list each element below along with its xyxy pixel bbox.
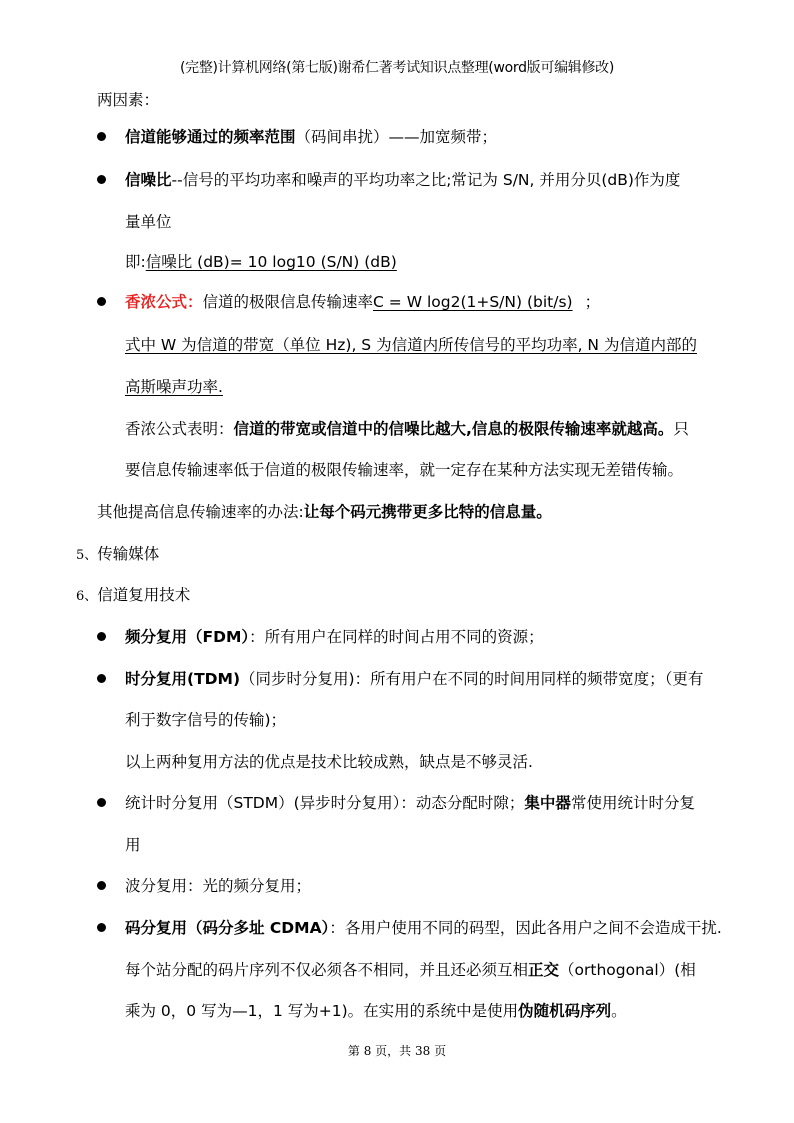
- item-text: 以上两种复用方法的优点是技术比较成熟，缺点是不够灵活.: [125, 753, 533, 771]
- list-item: [125, 126, 497, 148]
- note-line: [125, 751, 533, 773]
- item-text: --信号的平均功率和噪声的平均功率之比;常记为 S/N, 并用分贝(dB)作为度: [171, 171, 681, 189]
- other-method-line: [97, 501, 552, 523]
- item-text: 用: [125, 836, 141, 854]
- bold-term: 频分复用（FDM）: [125, 628, 250, 646]
- bold-text: 信道的带宽或信道中的信噪比越大,信息的极限传输速率就越高。: [233, 420, 674, 438]
- bullet-icon: [97, 798, 106, 807]
- section-number: 5、: [76, 548, 98, 563]
- list-item-continuation: [125, 959, 696, 981]
- item-text: （码间串扰）——加宽频带；: [295, 128, 498, 146]
- list-item-continuation: [125, 211, 172, 233]
- list-item-continuation: [125, 834, 141, 856]
- bold-text: 让每个码元携带更多比特的信息量。: [303, 503, 552, 521]
- shannon-term: 香浓公式：: [125, 293, 203, 311]
- formula-line: [125, 251, 397, 273]
- list-item-continuation: [125, 334, 697, 356]
- bullet-icon: [97, 674, 106, 683]
- item-text: （orthogonal）(相: [559, 961, 696, 979]
- item-text: 其他提高信息传输速率的办法:: [97, 503, 304, 521]
- section-number: 6、: [76, 589, 98, 604]
- item-text: 波分复用：光的频分复用；: [125, 877, 312, 895]
- section-title: 信道复用技术: [97, 586, 191, 604]
- item-text: ；: [584, 293, 601, 311]
- bold-term: 伪随机码序列: [518, 1002, 612, 1020]
- item-text: 香浓公式表明：: [125, 420, 234, 438]
- formula-text: 信噪比 (dB)= 10 log10 (S/N) (dB): [145, 253, 397, 271]
- bold-term: 码分复用（码分多址 CDMA）: [125, 919, 330, 937]
- page-header: (完整)计算机网络(第七版)谢希仁著考试知识点整理(word版可编辑修改): [179, 60, 615, 76]
- bullet-icon: [97, 132, 106, 141]
- list-item: [125, 792, 695, 814]
- bold-term: 集中器: [524, 794, 571, 812]
- item-text: 统计时分复用（STDM）(异步时分复用）：动态分配时隙；: [125, 794, 525, 812]
- formula-prefix: 即:: [125, 253, 146, 271]
- shannon-note-continuation: [125, 459, 683, 481]
- bullet-icon: [97, 632, 106, 641]
- bullet-icon: [97, 923, 106, 932]
- item-text: ：各用户使用不同的码型，因此各用户之间不会造成干扰.: [329, 919, 722, 937]
- list-item-continuation: [125, 709, 286, 731]
- section-heading: [76, 543, 159, 567]
- bullet-icon: [97, 297, 106, 306]
- list-item-continuation: [125, 376, 223, 398]
- item-text: 只: [673, 420, 689, 438]
- shannon-formula: C = W log2(1+S/N) (bit/s): [373, 293, 573, 311]
- page-footer: 第 8 页，共 38 页: [347, 1044, 447, 1058]
- bold-term: 时分复用(TDM): [125, 670, 241, 688]
- section-title: 传输媒体: [97, 545, 160, 563]
- item-text: （同步时分复用)：所有用户在不同的时间用同样的频带宽度；（更有: [240, 670, 704, 688]
- item-text: 乘为 0，0 写为—1，1 写为+1)。在实用的系统中是使用: [125, 1002, 519, 1020]
- shannon-note: [125, 418, 689, 440]
- section-heading: [76, 584, 190, 608]
- list-item: [125, 626, 544, 648]
- list-item: [125, 668, 703, 690]
- list-item: [125, 291, 600, 313]
- intro-text: 两因素：: [97, 91, 160, 109]
- list-item: [125, 917, 722, 939]
- item-text: ：所有用户在同样的时间占用不同的资源；: [249, 628, 544, 646]
- bold-term: 信道能够通过的频率范围: [125, 128, 296, 146]
- list-item-continuation: [125, 1000, 627, 1022]
- item-text: 高斯噪声功率.: [125, 378, 223, 396]
- intro-line: [97, 89, 159, 111]
- bullet-icon: [97, 175, 106, 184]
- list-item: [125, 169, 680, 191]
- bold-term: 信噪比: [125, 171, 172, 189]
- item-text: 式中 W 为信道的带宽（单位 Hz), S 为信道内所传信号的平均功率, N 为信道内部的: [125, 336, 697, 354]
- item-text: 信道的极限信息传输速率: [202, 293, 374, 311]
- item-text: 利于数字信号的传输)；: [125, 711, 287, 729]
- bullet-icon: [97, 881, 106, 890]
- item-text: 每个站分配的码片序列不仅必须各不相同，并且还必须互相: [125, 961, 529, 979]
- item-text: 常使用统计时分复: [570, 794, 695, 812]
- bold-term: 正交: [528, 961, 560, 979]
- item-text: 量单位: [125, 213, 172, 231]
- list-item: [125, 875, 311, 897]
- item-text: 。: [611, 1002, 627, 1020]
- item-text: 要信息传输速率低于信道的极限传输速率，就一定存在某种方法实现无差错传输。: [125, 461, 684, 479]
